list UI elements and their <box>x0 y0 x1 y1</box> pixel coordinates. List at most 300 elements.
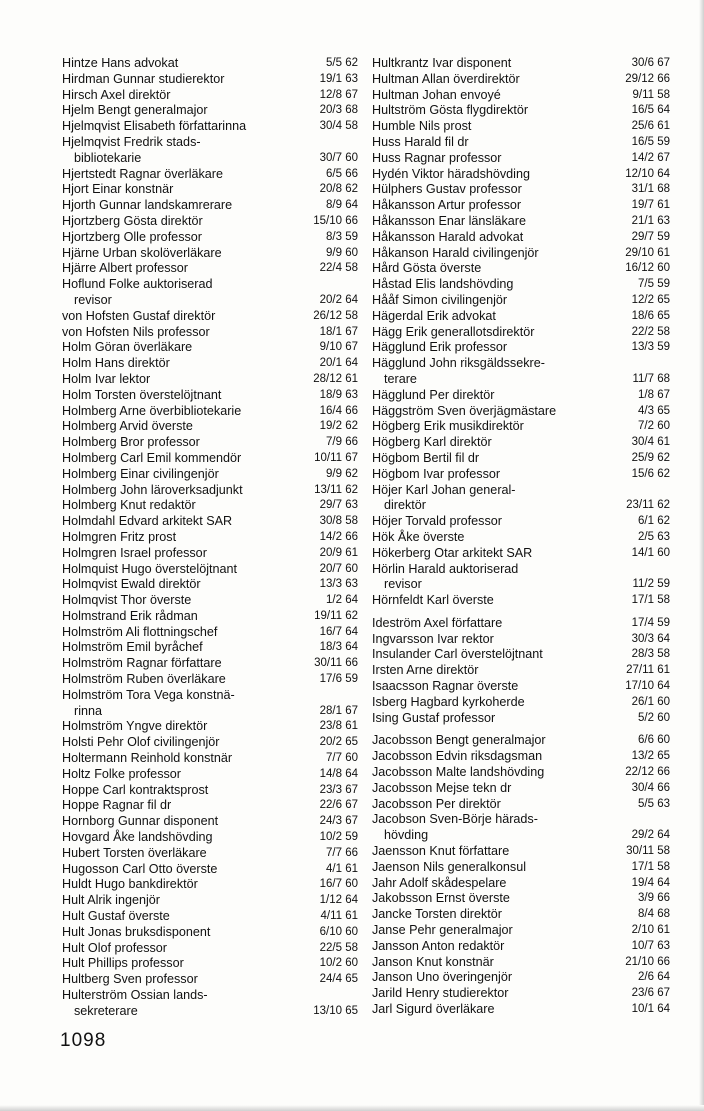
entry-name-line: Hjelm Bengt generalmajor <box>62 103 208 118</box>
directory-entry <box>62 404 358 420</box>
entry-name-line: Jakobsson Ernst överste <box>372 891 510 906</box>
entry-name-line: Jacobsson Bengt generalmajor <box>372 733 546 748</box>
directory-entry <box>62 103 358 119</box>
directory-entry <box>372 876 670 892</box>
entry-date: 26/1 60 <box>631 695 670 708</box>
directory-entry <box>372 388 670 404</box>
entry-name <box>62 498 196 514</box>
directory-entry <box>62 751 358 767</box>
entry-name-line: Holmqvist Thor överste <box>62 593 192 608</box>
directory-entry <box>372 404 670 420</box>
entry-name-line: Hult Phillips professor <box>62 956 184 971</box>
entry-name <box>62 451 241 467</box>
directory-entry <box>372 970 670 986</box>
entry-name-line: Holmström Ali flottningschef <box>62 624 218 639</box>
directory-entry <box>372 56 670 72</box>
entry-name-line: Hülphers Gustav professor <box>372 182 522 197</box>
entry-date: 26/12 58 <box>313 309 358 322</box>
directory-entry <box>62 862 358 878</box>
directory-entry <box>62 309 358 325</box>
entry-name <box>62 846 207 862</box>
entry-name-line: Isberg Hagbard kyrkoherde <box>372 694 525 709</box>
entry-name-line: Högbom Ivar professor <box>372 466 501 481</box>
entry-name-line: von Hofsten Nils professor <box>62 324 210 339</box>
entry-name <box>62 909 170 925</box>
entry-name-line: Jacobsson Mejse tekn dr <box>372 780 512 795</box>
entry-name-line: Håkanson Harald civilingenjör <box>372 245 539 260</box>
entry-date: 4/1 61 <box>326 862 358 875</box>
entry-date: 13/10 65 <box>313 1004 358 1017</box>
entry-date: 4/11 61 <box>320 910 358 923</box>
directory-entry <box>62 388 358 404</box>
directory-entry <box>62 498 358 514</box>
entry-date: 20/1 64 <box>319 357 358 370</box>
entry-name <box>372 135 469 151</box>
entry-name <box>62 640 203 656</box>
entry-name-line: Hornborg Gunnar disponent <box>62 814 219 829</box>
directory-entry <box>372 939 670 955</box>
directory-entry <box>372 860 670 876</box>
directory-entry <box>372 293 670 309</box>
entry-name-line: Högberg Karl direktör <box>372 435 492 450</box>
entry-name-continuation: terare <box>384 371 417 386</box>
entry-date: 14/2 67 <box>631 151 670 164</box>
entry-date: 5/5 62 <box>326 57 358 69</box>
directory-entry <box>372 182 670 198</box>
directory-entry <box>372 277 670 293</box>
entry-name <box>372 293 507 309</box>
directory-entry <box>372 546 670 562</box>
entry-name <box>372 340 507 356</box>
entry-name-line: Höjer Karl Johan general- <box>372 482 516 497</box>
entry-name-continuation: direktör <box>384 498 426 513</box>
entry-date: 7/9 66 <box>326 436 358 449</box>
entry-date: 18/6 65 <box>631 309 670 322</box>
directory-entry <box>62 198 358 214</box>
directory-entry <box>62 688 358 720</box>
entry-name <box>62 830 213 846</box>
section-gap <box>372 609 670 616</box>
entry-name-line: Holmberg Carl Emil kommendör <box>62 450 242 465</box>
entry-name-line: Holmström Emil byråchef <box>62 640 203 655</box>
entry-name-line: Hjortzberg Olle professor <box>62 229 202 244</box>
entry-name <box>62 277 213 309</box>
directory-entry <box>372 781 670 797</box>
directory-entry <box>62 656 358 672</box>
left-column <box>62 56 358 1020</box>
directory-entry <box>372 593 670 609</box>
directory-entry <box>372 103 670 119</box>
entry-name-line: Hägglund Per direktör <box>372 387 495 402</box>
directory-entry <box>372 923 670 939</box>
entry-date: 12/2 65 <box>631 293 670 306</box>
entry-date: 17/1 58 <box>631 860 670 873</box>
entry-name-line: Hubert Torsten överläkare <box>62 845 207 860</box>
entry-name <box>372 435 492 451</box>
directory-entry <box>62 483 358 499</box>
directory-entry <box>62 356 358 372</box>
entry-name <box>62 862 217 878</box>
entry-date: 30/11 66 <box>314 657 358 670</box>
directory-entry <box>372 907 670 923</box>
entry-name <box>372 230 523 246</box>
directory-entry <box>372 891 670 907</box>
entry-date: 19/2 62 <box>319 420 358 433</box>
entry-name-line: Hovgard Åke landshövding <box>62 830 213 845</box>
entry-name <box>62 103 208 119</box>
entry-name <box>372 1002 495 1018</box>
entry-name <box>372 749 542 765</box>
entry-date: 17/6 59 <box>319 673 358 686</box>
entry-name <box>62 435 200 451</box>
directory-entry <box>62 135 358 167</box>
entry-name-line: Holmström Ragnar författare <box>62 656 222 671</box>
entry-name <box>62 182 173 198</box>
directory-entry <box>372 530 670 546</box>
entry-name-line: Hök Åke överste <box>372 529 465 544</box>
entry-date: 28/12 61 <box>313 372 358 385</box>
entry-name-line: Huss Harald fil dr <box>372 134 469 149</box>
entry-name <box>62 893 160 909</box>
entry-date: 20/8 62 <box>319 183 358 196</box>
entry-date: 20/3 68 <box>319 104 358 117</box>
entry-date: 16/12 60 <box>625 262 670 275</box>
entry-date: 16/7 60 <box>319 878 358 891</box>
entry-name <box>62 593 191 609</box>
entry-name-line: Hörlin Harald auktoriserad <box>372 561 519 576</box>
entry-name-line: Jacobson Sven-Börje härads- <box>372 812 538 827</box>
directory-entry <box>62 214 358 230</box>
entry-name-line: Jancke Torsten direktör <box>372 907 502 922</box>
entry-name-line: Hult Gustaf överste <box>62 909 170 924</box>
entry-name <box>372 797 501 813</box>
entry-date: 10/2 59 <box>319 831 358 844</box>
directory-entry <box>372 214 670 230</box>
entry-date: 3/9 66 <box>638 892 670 905</box>
entry-name <box>372 246 539 262</box>
entry-date: 7/7 60 <box>326 752 358 765</box>
directory-entry <box>62 451 358 467</box>
directory-entry <box>62 530 358 546</box>
entry-date: 19/7 61 <box>631 199 670 212</box>
directory-entry <box>62 783 358 799</box>
entry-date: 19/1 63 <box>319 72 358 85</box>
directory-entry <box>62 672 358 688</box>
entry-name-line: Holmström Yngve direktör <box>62 719 208 734</box>
entry-name <box>372 119 471 135</box>
entry-name <box>372 986 508 1002</box>
entry-name <box>372 277 513 293</box>
entry-name <box>372 891 510 907</box>
directory-entry <box>62 230 358 246</box>
entry-date: 24/3 67 <box>319 815 358 828</box>
directory-entry <box>62 325 358 341</box>
entry-date: 11/7 68 <box>632 372 670 385</box>
entry-name-line: Holmberg Arne överbibliotekarie <box>62 403 242 418</box>
entry-name <box>62 562 237 578</box>
entry-name-line: Hägg Erik generallotsdirektör <box>372 324 535 339</box>
entry-name <box>62 309 215 325</box>
directory-entry <box>62 577 358 593</box>
entry-name <box>62 230 202 246</box>
directory-entry <box>372 711 670 727</box>
entry-name-line: Humble Nils prost <box>372 119 472 134</box>
entry-date: 29/2 64 <box>631 829 670 842</box>
entry-date: 19/11 62 <box>314 609 358 622</box>
entry-name <box>62 530 176 546</box>
entry-name-line: Hjelmqvist Elisabeth författarinna <box>62 119 247 134</box>
entry-name <box>372 562 518 594</box>
entry-name <box>62 325 210 341</box>
entry-date: 28/3 58 <box>631 648 670 661</box>
entry-date: 10/11 67 <box>314 451 358 464</box>
entry-date: 2/5 63 <box>638 530 670 543</box>
entry-date: 22/6 67 <box>319 799 358 812</box>
directory-entry <box>372 955 670 971</box>
entry-name-line: Ingvarsson Ivar rektor <box>372 631 494 646</box>
entry-date: 28/1 67 <box>319 704 358 717</box>
entry-name <box>372 309 496 325</box>
entry-name <box>62 988 208 1020</box>
directory-entry <box>62 182 358 198</box>
directory-entry <box>62 514 358 530</box>
entry-name <box>62 56 178 72</box>
directory-entry <box>62 972 358 988</box>
directory-entry <box>372 733 670 749</box>
entry-name-line: Hydén Viktor häradshövding <box>372 166 530 181</box>
directory-entry <box>372 812 670 844</box>
entry-name <box>62 246 222 262</box>
entry-name-line: Hultman Allan överdirektör <box>372 71 520 86</box>
entry-name <box>372 765 544 781</box>
entry-name-line: Höjer Torvald professor <box>372 514 502 529</box>
entry-name-line: Håkansson Harald advokat <box>372 229 524 244</box>
entry-name-line: Hjärre Albert professor <box>62 261 188 276</box>
entry-name-line: Hoflund Folke auktoriserad <box>62 277 213 292</box>
entry-date: 30/4 61 <box>631 436 670 449</box>
entry-name <box>62 483 243 499</box>
entry-name-line: Hulterström Ossian lands- <box>62 988 208 1003</box>
entry-name-line: Holmberg Bror professor <box>62 435 200 450</box>
entry-name <box>62 688 235 720</box>
directory-entry <box>372 514 670 530</box>
entry-name <box>372 167 530 183</box>
entry-name-line: Jacobsson Edvin riksdagsman <box>372 749 543 764</box>
directory-entry <box>372 325 670 341</box>
directory-entry <box>62 88 358 104</box>
entry-name <box>372 939 504 955</box>
entry-name-line: Holm Torsten överstelöjtnant <box>62 387 222 402</box>
entry-date: 15/10 66 <box>313 214 358 227</box>
entry-name-line: Hugosson Carl Otto överste <box>62 861 218 876</box>
entry-date: 2/6 64 <box>638 971 670 984</box>
directory-entry <box>372 467 670 483</box>
entry-date: 8/9 64 <box>326 199 358 212</box>
entry-name-line: Holm Ivar lektor <box>62 371 151 386</box>
entry-name-line: Holmberg Einar civilingenjör <box>62 466 219 481</box>
entry-date: 13/3 63 <box>319 578 358 591</box>
entry-date: 30/8 58 <box>319 515 358 528</box>
entry-date: 24/4 65 <box>319 973 358 986</box>
entry-name <box>372 616 502 632</box>
entry-name <box>62 625 217 641</box>
entry-name-line: Håkansson Enar länsläkare <box>372 213 527 228</box>
entry-date: 23/11 62 <box>626 499 670 512</box>
directory-entry <box>372 309 670 325</box>
entry-name-continuation: revisor <box>384 577 422 592</box>
entry-name <box>62 72 224 88</box>
entry-name-line: Hägglund Erik professor <box>372 340 508 355</box>
entry-name-line: Holmberg Knut redaktör <box>62 498 196 513</box>
entry-date: 21/10 66 <box>625 955 670 968</box>
entry-name <box>62 404 241 420</box>
entry-name <box>62 941 167 957</box>
entry-name-line: Holsti Pehr Olof civilingenjör <box>62 735 220 750</box>
entry-name-line: Holmberg John läroverksadjunkt <box>62 482 243 497</box>
entry-name-line: Hultström Gösta flygdirektör <box>372 103 529 118</box>
entry-name <box>62 751 232 767</box>
entry-date: 31/1 68 <box>631 183 670 196</box>
entry-name-line: Hult Olof professor <box>62 940 167 955</box>
entry-date: 23/8 61 <box>319 720 358 733</box>
directory-entry <box>62 340 358 356</box>
entry-name-line: Hoppe Ragnar fil dr <box>62 798 172 813</box>
entry-date: 1/12 64 <box>319 894 358 907</box>
directory-entry <box>62 609 358 625</box>
entry-name <box>62 719 207 735</box>
entry-date: 2/10 61 <box>631 924 670 937</box>
entry-date: 7/5 59 <box>638 278 670 291</box>
directory-entry <box>372 562 670 594</box>
entry-date: 17/1 58 <box>631 594 670 607</box>
directory-entry <box>62 719 358 735</box>
entry-date: 6/10 60 <box>319 925 358 938</box>
directory-entry <box>62 798 358 814</box>
entry-name <box>62 767 181 783</box>
directory-entry <box>372 88 670 104</box>
entry-name-line: Huldt Hugo bankdirektör <box>62 877 198 892</box>
directory-entry <box>62 246 358 262</box>
entry-name <box>372 695 525 711</box>
directory-entry <box>62 941 358 957</box>
entry-date: 13/11 62 <box>314 483 358 496</box>
entry-name <box>62 214 203 230</box>
directory-entry <box>62 814 358 830</box>
entry-name <box>372 647 543 663</box>
entry-name <box>62 419 193 435</box>
entry-name <box>372 711 495 727</box>
entry-name-line: Jaensson Knut författare <box>372 844 510 859</box>
directory-entry <box>372 198 670 214</box>
entry-name <box>62 167 223 183</box>
entry-name-line: Ising Gustaf professor <box>372 710 496 725</box>
entry-date: 18/9 63 <box>319 388 358 401</box>
entry-name-line: Irsten Arne direktör <box>372 663 479 678</box>
entry-date: 30/4 66 <box>631 781 670 794</box>
entry-name-line: Håkansson Artur professor <box>372 198 522 213</box>
directory-entry <box>372 695 670 711</box>
entry-date: 16/4 66 <box>319 404 358 417</box>
entry-name <box>372 56 511 72</box>
directory-entry <box>62 846 358 862</box>
directory-entry <box>372 797 670 813</box>
entry-date: 14/1 60 <box>631 546 670 559</box>
directory-entry <box>372 616 670 632</box>
entry-name-line: Jarild Henry studierektor <box>372 986 509 1001</box>
entry-name-line: Jansson Anton redaktör <box>372 938 505 953</box>
entry-name-line: Holm Göran överläkare <box>62 340 193 355</box>
entry-date: 23/3 67 <box>319 783 358 796</box>
entry-date: 17/10 64 <box>625 680 670 693</box>
entry-name <box>62 577 201 593</box>
entry-date: 9/11 58 <box>632 88 670 101</box>
entry-name-line: Hökerberg Otar arkitekt SAR <box>372 545 533 560</box>
entry-name-line: Hägerdal Erik advokat <box>372 308 496 323</box>
entry-date: 10/1 64 <box>631 1003 670 1016</box>
entry-date: 18/3 64 <box>319 641 358 654</box>
directory-entry <box>372 451 670 467</box>
entry-name <box>372 404 556 420</box>
entry-name <box>372 593 494 609</box>
directory-entry <box>372 986 670 1002</box>
entry-name <box>62 372 150 388</box>
entry-name <box>372 663 478 679</box>
entry-name <box>62 672 226 688</box>
directory-entry <box>62 830 358 846</box>
entry-name-line: Holmström Ruben överläkare <box>62 672 226 687</box>
right-column <box>372 56 670 1018</box>
entry-name-line: Hård Gösta överste <box>372 261 482 276</box>
directory-entry <box>62 119 358 135</box>
entry-name <box>62 356 170 372</box>
entry-date: 16/7 64 <box>319 625 358 638</box>
entry-name-line: Hultkrantz Ivar disponent <box>372 56 512 70</box>
directory-entry <box>62 877 358 893</box>
entry-date: 21/1 63 <box>631 214 670 227</box>
entry-name-line: Holmquist Hugo överstelöjtnant <box>62 561 238 576</box>
directory-entry <box>372 340 670 356</box>
entry-name <box>372 970 512 986</box>
entry-name-line: Holmström Tora Vega konstnä- <box>62 687 235 702</box>
entry-name-line: Holmqvist Ewald direktör <box>62 577 201 592</box>
directory-entry <box>62 419 358 435</box>
directory-entry <box>62 925 358 941</box>
entry-name <box>372 198 521 214</box>
directory-entry <box>62 893 358 909</box>
entry-name <box>62 656 222 672</box>
entry-date: 1/8 67 <box>638 388 670 401</box>
entry-name <box>372 214 526 230</box>
entry-date: 9/9 62 <box>326 467 358 480</box>
entry-name-line: Hultberg Sven professor <box>62 972 198 987</box>
entry-name <box>62 198 232 214</box>
entry-date: 20/7 60 <box>319 562 358 575</box>
entry-name-line: Jarl Sigurd överläkare <box>372 1002 495 1017</box>
entry-name-continuation: rinna <box>74 703 103 718</box>
entry-name-line: Hirsch Axel direktör <box>62 87 171 102</box>
entry-date: 30/3 64 <box>631 632 670 645</box>
entry-name <box>372 876 506 892</box>
entry-name <box>372 530 464 546</box>
entry-date: 29/10 61 <box>625 246 670 259</box>
entry-date: 8/3 59 <box>326 230 358 243</box>
directory-entry <box>372 765 670 781</box>
directory-entry <box>372 1002 670 1018</box>
entry-name-line: Jacobsson Per direktör <box>372 796 501 811</box>
entry-date: 5/2 60 <box>638 711 670 724</box>
entry-name <box>372 261 481 277</box>
entry-name <box>372 679 518 695</box>
